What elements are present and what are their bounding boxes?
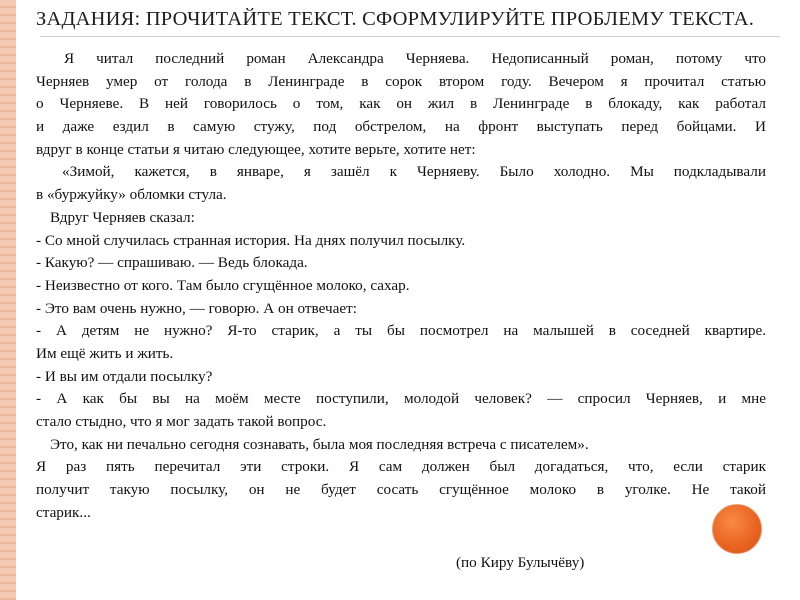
text-line: и даже ездил в самую стужу, под обстрелом, на фронт выступать перед бойцами. И [36,118,766,136]
text-line: получит такую посылку, он не будет сосать сгущённое молоко в уголке. Не такой [36,481,766,499]
text-line: о Черняеве. В ней говорилось о том, как он жил в Ленинграде в блокаду, как работал [36,95,766,113]
title-divider [40,36,780,37]
text-line: Черняев умер от голода в Ленинграде в сорок втором году. Вечером я прочитал статью [36,72,766,90]
text-line: Это, как ни печально сегодня сознавать, была моя последняя встреча с писателем». [50,435,589,453]
text-line: - Со мной случилась странная история. На днях получил посылку. [36,231,466,249]
text-line: - Это вам очень нужно, — говорю. А он отвечает: [36,299,357,317]
orange-circle-decoration [712,504,762,554]
text-line: - А как бы вы на моём месте поступили, молодой человек? — спросил Черняев, и мне [36,390,766,408]
text-line: «Зимой, кажется, в январе, я зашёл к Черняеву. Было холодно. Мы подкладывали [62,163,766,181]
text-line: в «буржуйку» обломки стула. [36,186,227,204]
text-line: Им ещё жить и жить. [36,344,174,362]
text-line: Я раз пять перечитал эти строки. Я сам должен был догадаться, что, если старик [36,458,766,476]
text-line: Я читал последний роман Александра Черняева. Недописанный роман, потому что [64,50,766,67]
text-line: - И вы им отдали посылку? [36,367,213,385]
text-line: - А детям не нужно? Я-то старик, а ты бы посмотрел на малышей в соседней квартире. [36,322,766,340]
text-line: старик... [36,503,91,521]
text-line: - Неизвестно от кого. Там было сгущённое молоко, сахар. [36,276,410,294]
slide-title: ЗАДАНИЯ: ПРОЧИТАЙТЕ ТЕКСТ. СФОРМУЛИРУЙТЕ ПРОБЛЕМУ ТЕКСТА. [36,8,755,30]
text-line: - Какую? — спрашиваю. — Ведь блокада. [36,254,308,272]
text-line: вдруг в конце статьи я читаю следующее, хотите верьте, хотите нет: [36,140,476,158]
text-line: стало стыдно, что я мог задать такой вопрос. [36,413,327,430]
source-attribution: (по Киру Булычёву) [456,554,585,571]
story-text [36,48,766,524]
slide [16,0,800,600]
text-line: Вдруг Черняев сказал: [50,208,195,226]
decorative-side-bar [0,0,16,600]
